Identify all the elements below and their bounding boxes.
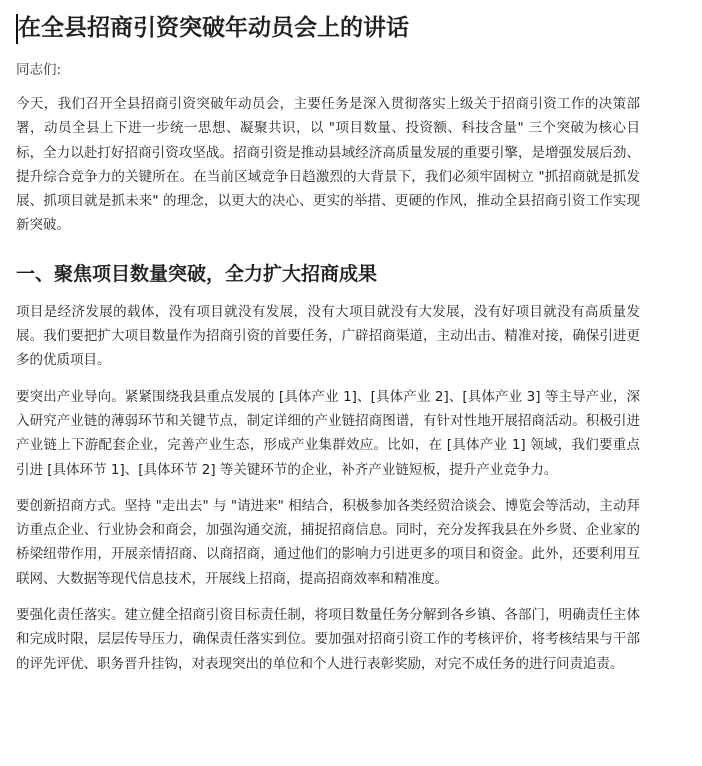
- greeting: 同志们:: [16, 62, 62, 78]
- body-paragraph: 要强化责任落实。建立健全招商引资目标责任制，将项目数量任务分解到各乡镇、各部门，明确责任主体和完成时限，层层传导压力，确保责任落实到位。要加强对招商引资工作的考核评价，将考核结果与干部的评先评优、职务晋升挂钩，对表现突出的单位和个人进行表彰奖励，对完不成任务的进行问责追责。: [16, 607, 640, 672]
- document-title: 在全县招商引资突破年动员会上的讲话: [18, 15, 409, 41]
- body-paragraph: 要创新招商方式。坚持 "走出去" 与 "请进来" 相结合，积极参加各类经贸洽谈会、博览会等活动，主动拜访重点企业、行业协会和商会，加强沟通交流，捕捉招商信息。同时，充分发挥我县在外乡贤、企业家的桥梁纽带作用，开展亲情招商、以商招商，通过他们的影响力引进更多的项目和资金。此外，还要利用互联网、大数据等现代信息技术，开展线上招商，提高招商效率和精准度。: [16, 497, 640, 587]
- body-paragraph: 项目是经济发展的载体，没有项目就没有发展，没有大项目就没有大发展，没有好项目就没有高质量发展。我们要把扩大项目数量作为招商引资的首要任务，广辟招商渠道，主动出击、精准对接，确保引进更多的优质项目。: [16, 303, 640, 369]
- intro-paragraph: 今天，我们召开全县招商引资突破年动员会，主要任务是深入贯彻落实上级关于招商引资工作的决策部署，动员全县上下进一步统一思想、凝聚共识，以 "项目数量、投资额、科技含量" 三个突破为核心目标，全力以赴打好招商引资攻坚战。招商引资是推动县域经济高质量发展的重要引擎，是增强发展后劲、提升综合竞争力的关键所在。在当前区域竞争日趋激烈的大背景下，我们必须牢固树立 "抓招商就是抓发展、抓项目就是抓未来" 的理念，以更大的决心、更实的举措、更硬的作风，推动全县招商引资工作实现新突破。: [16, 96, 640, 234]
- section-heading: 一、聚焦项目数量突破，全力扩大招商成果: [16, 262, 378, 285]
- document-body[interactable]: [16, 0, 640, 676]
- body-paragraph: 要突出产业导向。紧紧围绕我县重点发展的 [具体产业 1]、[具体产业 2]、[具体产业 3] 等主导产业，深入研究产业链的薄弱环节和关键节点，制定详细的产业链招商图谱，有针对性地开展招商活动。积极引进产业链上下游配套企业，完善产业生态，形成产业集群效应。比如，在 [具体产业 1] 领域，我们要重点引进 [具体环节 1]、[具体环节 2] 等关键环节的企业，补齐产业链短板，提升产业竞争力。: [16, 388, 640, 478]
